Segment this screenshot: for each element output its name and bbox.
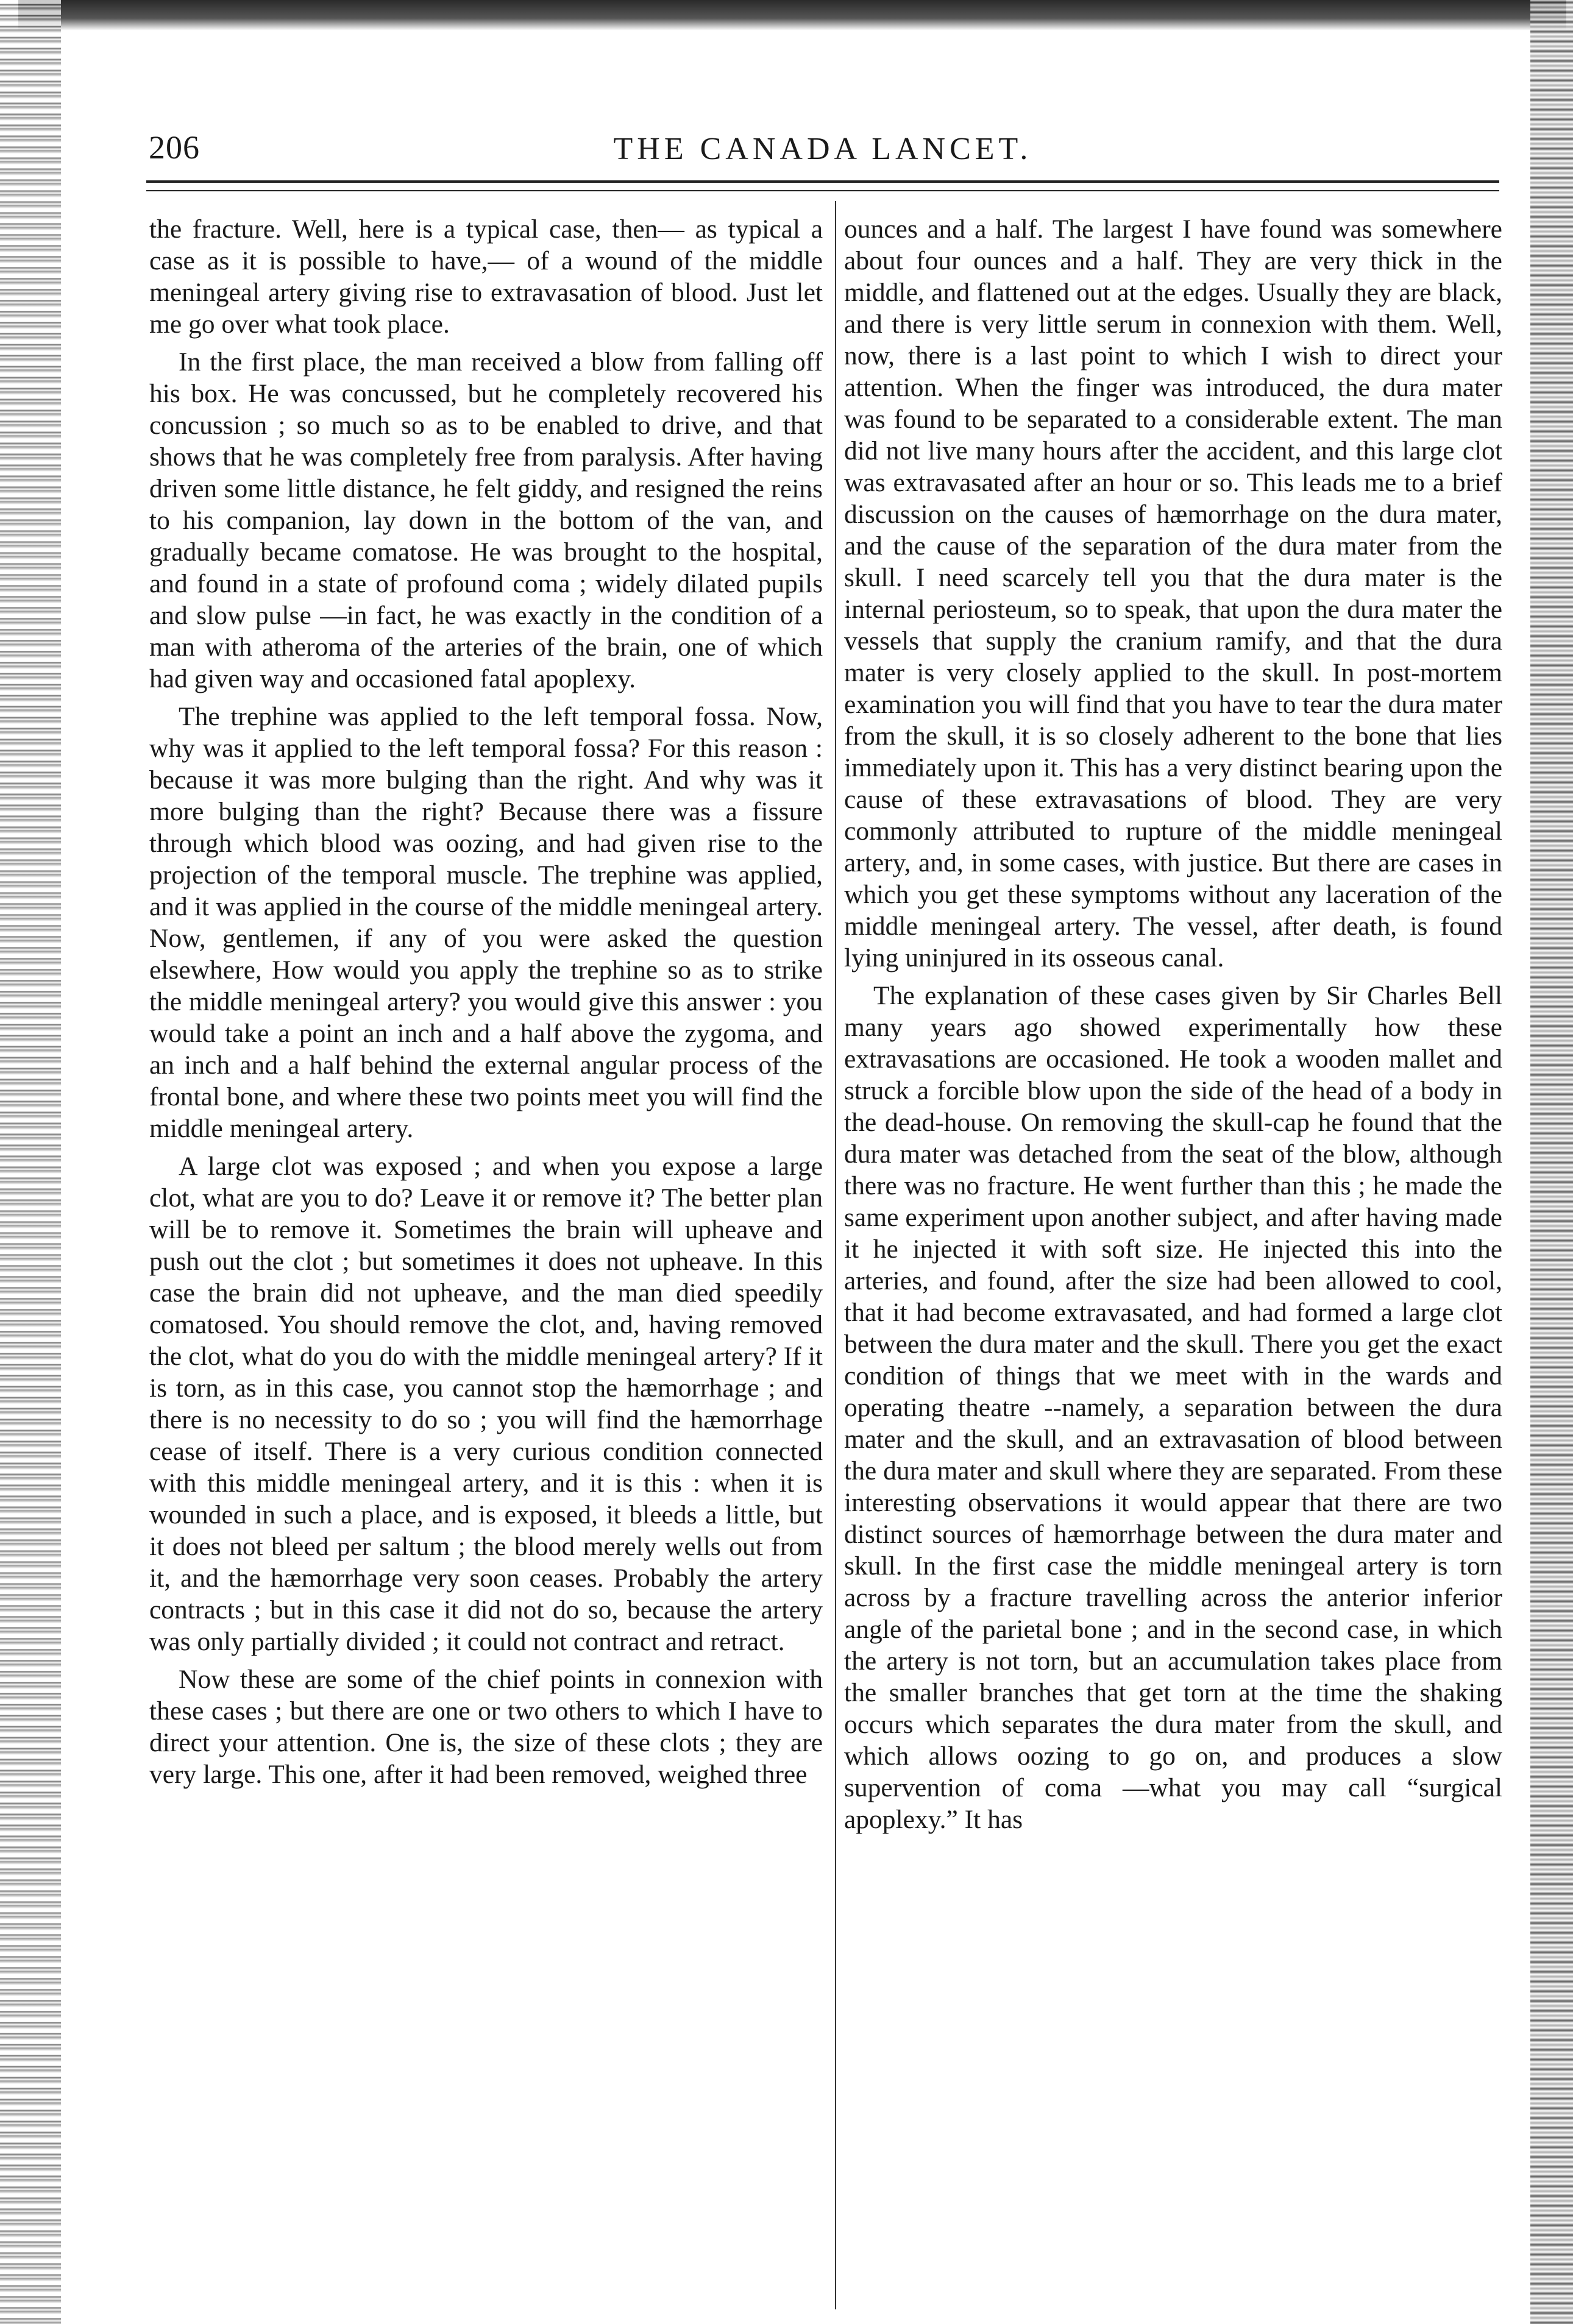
paragraph: A large clot was exposed ; and when you expose a large clot, what are you to do? Leave it or remove it? The better plan will be to remove it. Sometimes the brain will upheave and push out the clot ; but sometimes it does not upheave. In this case the brain did not upheave, and the man died speedily comatosed. You should remove the clot, and, having removed the clot, what do you do with the middle meningeal artery? If it is torn, as in this case, you cannot stop the hæmorrhage ; and there is no necessity to do so ; you will find the hæmorrhage cease of itself. There is a very curious condition connected with this middle meningeal artery, and it is this : when it is wounded in such a place, and is exposed, it bleeds a little, but it does not bleed per saltum ; the blood merely wells out from it, and the hæmorrhage very soon ceases. Probably the artery contracts ; but in this case it did not do so, because the artery was only partially divided ; it could not contract and retract. <box>149 1152 823 1656</box>
header-rule <box>146 180 1499 183</box>
header-rule-thin <box>146 190 1499 191</box>
running-header <box>140 119 1505 180</box>
paragraph: The trephine was applied to the left temporal fossa. Now, why was it applied to the left temporal fossa? For this reason : because it was more bulging than the right. And why was it more bulging than the right? Because there was a fissure through which blood was oozing, and had given rise to the projection of the temporal muscle. The trephine was applied, and it was applied in the course of the middle meningeal artery. Now, gentlemen, if any of you were asked the question elsewhere, How would you apply the trephine so as to strike the middle meningeal artery? you would give this answer : you would take a point an inch and a half above the zygoma, and an inch and a half behind the external angular process of the frontal bone, and where these two points meet you will find the middle meningeal artery. <box>149 702 823 1143</box>
scan-left-edge <box>0 0 61 2324</box>
page-number: 206 <box>149 129 200 166</box>
journal-title: THE CANADA LANCET. <box>613 132 1032 166</box>
column-divider <box>835 201 836 2309</box>
right-column <box>844 213 1502 1841</box>
paragraph: the fracture. Well, here is a typical case, then— as typical a case as it is possible to have,— of a wound of the middle meningeal artery giving rise to extravasation of blood. Just let me go over what took place. <box>149 214 823 339</box>
scan-right-edge <box>1530 0 1573 2324</box>
paragraph: In the first place, the man received a blow from falling off his box. He was concussed, but he completely recovered his concussion ; so much so as to be enabled to drive, and that shows that he was completely free from paralysis. After having driven some little distance, he felt giddy, and resigned the reins to his companion, lay down in the bottom of the van, and gradually became comatose. He was brought to the hospital, and found in a state of profound coma ; widely dilated pupils and slow pulse —in fact, he was exactly in the condition of a man with atheroma of the arteries of the brain, one of which had given way and occasioned fatal apoplexy. <box>149 347 823 693</box>
scan-top-edge <box>18 0 1566 30</box>
paragraph: Now these are some of the chief points in connexion with these cases ; but there are one or two others to which I have to direct your attention. One is, the size of these clots ; they are very large. This one, after it had been removed, weighed three <box>149 1665 823 1789</box>
paragraph: The explanation of these cases given by Sir Charles Bell many years ago showed experimentally how these extravasations are occasioned. He took a wooden mallet and struck a forcible blow upon the side of the head of a body in the dead-house. On removing the skull-cap he found that the dura mater was detached from the seat of the blow, although there was no fracture. He went further than this ; he made the same experiment upon another subject, and after having made it he injected it with soft size. He injected this into the arteries, and found, after the size had been allowed to cool, that it had become extravasated, and had formed a large clot between the dura mater and the skull. There you get the exact condition of things that we meet with in the wards and operating theatre --namely, a separation between the dura mater and the skull, and an extravasation of blood between the dura mater and skull where they are separated. From these interesting observations it would appear that there are two distinct sources of hæmorrhage between the dura mater and skull. In the first case the middle meningeal artery is torn across by a fracture travelling across the anterior inferior angle of the parietal bone ; and in the second case, in which the artery is not torn, but an accumulation takes place from the smaller branches that get torn at the time the shaking occurs which separates the dura mater from the skull, and which allows oozing to go on, and produces a slow supervention of coma —what you may call “surgical apoplexy.” It has <box>844 981 1502 1834</box>
left-column <box>149 213 823 1796</box>
paragraph: ounces and a half. The largest I have found was somewhere about four ounces and a half. They are very thick in the middle, and flattened out at the edges. Usually they are black, and there is very little serum in connexion with them. Well, now, there is a last point to which I wish to direct your attention. When the finger was introduced, the dura mater was found to be separated to a considerable extent. The man did not live many hours after the accident, and this large clot was extravasated after an hour or so. This leads me to a brief discussion on the causes of hæmorrhage on the dura mater, and the cause of the separation of the dura mater from the skull. I need scarcely tell you that the dura mater is the internal periosteum, so to speak, that upon the dura mater the vessels that supply the cranium ramify, and that the dura mater is very closely applied to the skull. In post-mortem examination you will find that you have to tear the dura mater from the skull, it is so closely adherent to the bone that lies immediately upon it. This has a very distinct bearing upon the cause of these extravasations of blood. They are very commonly attributed to rupture of the middle meningeal artery, and, in some cases, with justice. But there are cases in which you get these symptoms without any laceration of the middle meningeal artery. The vessel, after death, is found lying uninjured in its osseous canal. <box>844 214 1502 972</box>
